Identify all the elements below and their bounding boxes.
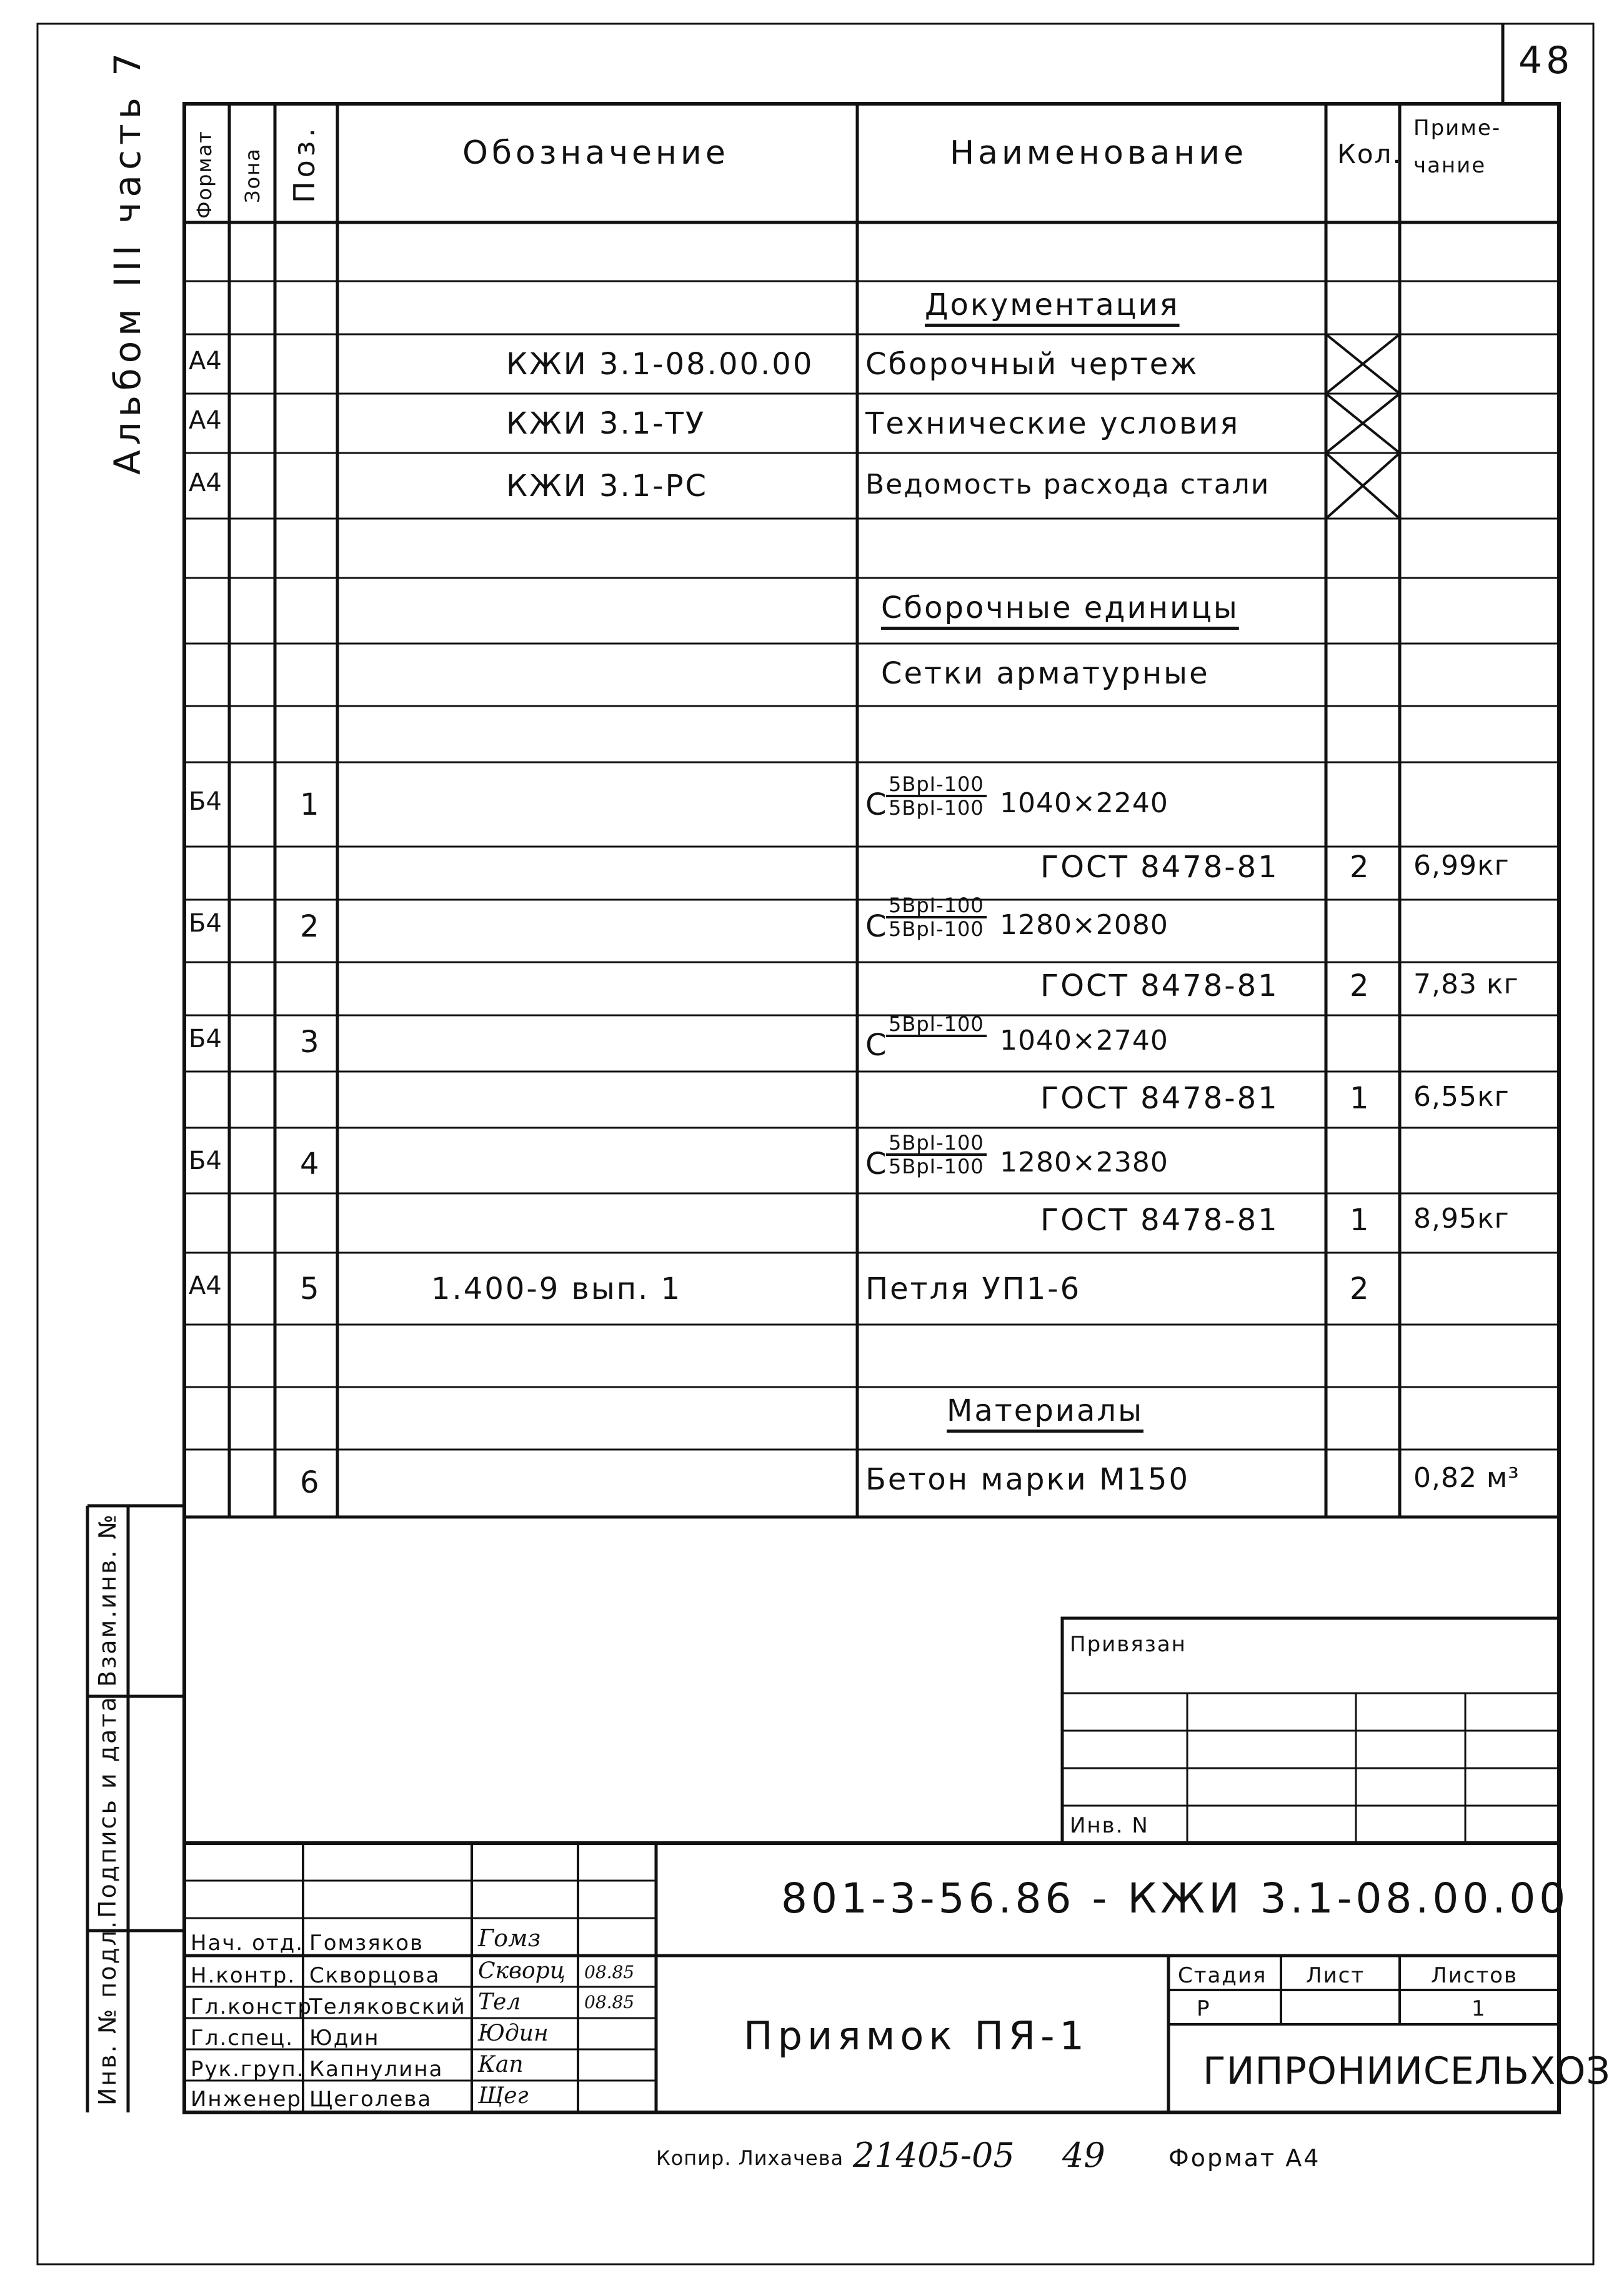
role-date: 08.85 — [584, 1962, 635, 1982]
material-row-note: 0,82 м³ — [1413, 1462, 1520, 1494]
role-label: Гл.констр. — [191, 1994, 321, 2019]
header-note-1: Приме- — [1413, 116, 1502, 141]
stage-value: Р — [1197, 1996, 1211, 2021]
mesh-row-gost: ГОСТ 8478-81 — [1040, 968, 1279, 1003]
fraction-numerator: 5ВрI-100 — [886, 773, 987, 797]
mesh-row-format: Б4 — [189, 909, 222, 938]
role-signature: Кап — [478, 2052, 524, 2077]
organization: ГИПРОНИИСЕЛЬХОЗ — [1203, 2049, 1611, 2093]
mesh-row-size: 1280×2080 — [1000, 909, 1168, 941]
role-signature: Гомз — [478, 1924, 541, 1952]
role-label: Нач. отд. — [191, 1931, 304, 1956]
album-label: Альбом III часть 7 — [106, 47, 149, 475]
fraction-numerator: 5ВрI-100 — [886, 1013, 987, 1037]
header-note-2: чание — [1413, 153, 1487, 178]
footer-number: 49 — [1062, 2136, 1105, 2175]
sheet-label: Лист — [1306, 1963, 1365, 1988]
footer-order: 21405-05 — [853, 2136, 1015, 2175]
mesh-row-size: 1040×2740 — [1000, 1025, 1168, 1057]
mesh-row-note: 6,55кг — [1413, 1081, 1510, 1113]
mesh-row-format: Б4 — [189, 1146, 222, 1175]
header-designation: Обозначение — [462, 134, 729, 172]
section-materials: Материалы — [947, 1393, 1143, 1428]
fraction-numerator: 5ВрI-100 — [886, 895, 987, 918]
fraction-denominator: 5ВрI-100 — [889, 796, 984, 820]
mesh-row-fraction — [886, 895, 987, 940]
role-name: Юдин — [309, 2026, 380, 2051]
mesh-row-fraction — [886, 1132, 987, 1177]
mesh-row-qty: 1 — [1350, 1081, 1371, 1116]
material-row-pos: 6 — [300, 1465, 321, 1500]
loop-row-format: А4 — [189, 1271, 222, 1300]
mesh-row-qty: 2 — [1350, 850, 1371, 885]
doc-row-name: Технические условия — [865, 406, 1240, 441]
stage-label: Стадия — [1178, 1963, 1267, 1988]
mesh-row-pos: 4 — [300, 1146, 321, 1181]
mesh-row-format: Б4 — [189, 787, 222, 816]
doc-row-designation: КЖИ 3.1-ТУ — [506, 406, 706, 441]
mesh-row-fraction — [886, 773, 987, 818]
mesh-row-format: Б4 — [189, 1025, 222, 1053]
role-name: Капнулина — [309, 2057, 444, 2082]
header-pos: Поз. — [287, 124, 321, 203]
product-name: Приямок ПЯ-1 — [744, 2013, 1089, 2059]
mesh-row-prefix: С — [865, 787, 889, 822]
role-signature: Скворц — [478, 1958, 565, 1984]
role-date: 08.85 — [584, 1992, 635, 2012]
mesh-row-prefix: С — [865, 1146, 889, 1181]
mesh-row-gost: ГОСТ 8478-81 — [1040, 1203, 1279, 1238]
fraction-numerator: 5ВрI-100 — [886, 1132, 987, 1156]
mesh-row-size: 1040×2240 — [1000, 787, 1168, 819]
inv-n-label: Инв. N — [1070, 1813, 1149, 1838]
sheets-value: 1 — [1472, 1996, 1487, 2021]
role-label: Инженер — [191, 2087, 302, 2112]
fraction-denominator: 5ВрI-100 — [889, 917, 984, 941]
role-name: Скворцова — [309, 1963, 441, 1988]
mesh-row-pos: 1 — [300, 787, 321, 822]
mesh-row-qty: 2 — [1350, 968, 1371, 1003]
role-name: Теляковский — [309, 1994, 466, 2019]
header-name: Наименование — [950, 134, 1248, 172]
section-assembly-units: Сборочные единицы — [881, 590, 1239, 625]
page-number: 48 — [1518, 39, 1574, 82]
mesh-row-fraction — [886, 1013, 987, 1037]
header-zone: Зона — [241, 147, 264, 203]
side-label-vzam-inv: Взам.инв. № — [94, 1513, 121, 1687]
role-signature: Тел — [478, 1989, 521, 2015]
loop-row-qty: 2 — [1350, 1271, 1371, 1306]
role-signature: Щег — [478, 2083, 529, 2109]
footer-copied-by: Копир. Лихачева — [656, 2146, 844, 2170]
mesh-row-note: 8,95кг — [1413, 1203, 1510, 1235]
document-code: 801-3-56.86 - КЖИ 3.1-08.00.00 — [781, 1874, 1570, 1922]
loop-row-pos: 5 — [300, 1271, 321, 1306]
mesh-row-qty: 1 — [1350, 1203, 1371, 1238]
role-name: Гомзяков — [309, 1931, 424, 1956]
loop-row-designation: 1.400-9 вып. 1 — [431, 1271, 682, 1306]
fraction-denominator: 5ВрI-100 — [889, 1155, 984, 1178]
side-label-sign-date: Подпись и дата — [94, 1695, 121, 1918]
mesh-row-note: 7,83 кг — [1413, 968, 1519, 1000]
mesh-row-note: 6,99кг — [1413, 850, 1510, 882]
doc-row-designation: КЖИ 3.1-08.00.00 — [506, 347, 814, 382]
footer-format: Формат А4 — [1168, 2144, 1321, 2172]
header-format: Формат — [192, 130, 216, 219]
mesh-row-prefix: С — [865, 909, 889, 944]
side-label-inv-podl: Инв. № подл. — [94, 1919, 121, 2106]
section-documentation: Документация — [925, 287, 1180, 322]
mesh-row-gost: ГОСТ 8478-81 — [1040, 850, 1279, 885]
sheets-label: Листов — [1431, 1963, 1518, 1988]
loop-row-name: Петля УП1-6 — [865, 1271, 1082, 1306]
doc-row-format: А4 — [189, 406, 222, 435]
doc-row-format: А4 — [189, 347, 222, 376]
privyazan-label: Привязан — [1070, 1632, 1187, 1657]
mesh-row-pos: 3 — [300, 1025, 321, 1060]
role-label: Н.контр. — [191, 1963, 296, 1988]
doc-row-name: Сборочный чертеж — [865, 347, 1199, 382]
role-label: Гл.спец. — [191, 2026, 294, 2051]
mesh-row-prefix: С — [865, 1028, 889, 1063]
header-qty: Кол. — [1337, 139, 1402, 169]
role-name: Щеголева — [309, 2087, 432, 2112]
doc-row-format: А4 — [189, 469, 222, 497]
mesh-row-size: 1280×2380 — [1000, 1146, 1168, 1178]
doc-row-name: Ведомость расхода стали — [865, 469, 1270, 500]
material-row-name: Бетон марки М150 — [865, 1462, 1190, 1497]
mesh-row-gost: ГОСТ 8478-81 — [1040, 1081, 1279, 1116]
mesh-row-pos: 2 — [300, 909, 321, 944]
section-mesh: Сетки арматурные — [881, 656, 1210, 691]
doc-row-designation: КЖИ 3.1-РС — [506, 469, 709, 504]
role-signature: Юдин — [478, 2021, 549, 2046]
role-label: Рук.груп. — [191, 2057, 305, 2082]
